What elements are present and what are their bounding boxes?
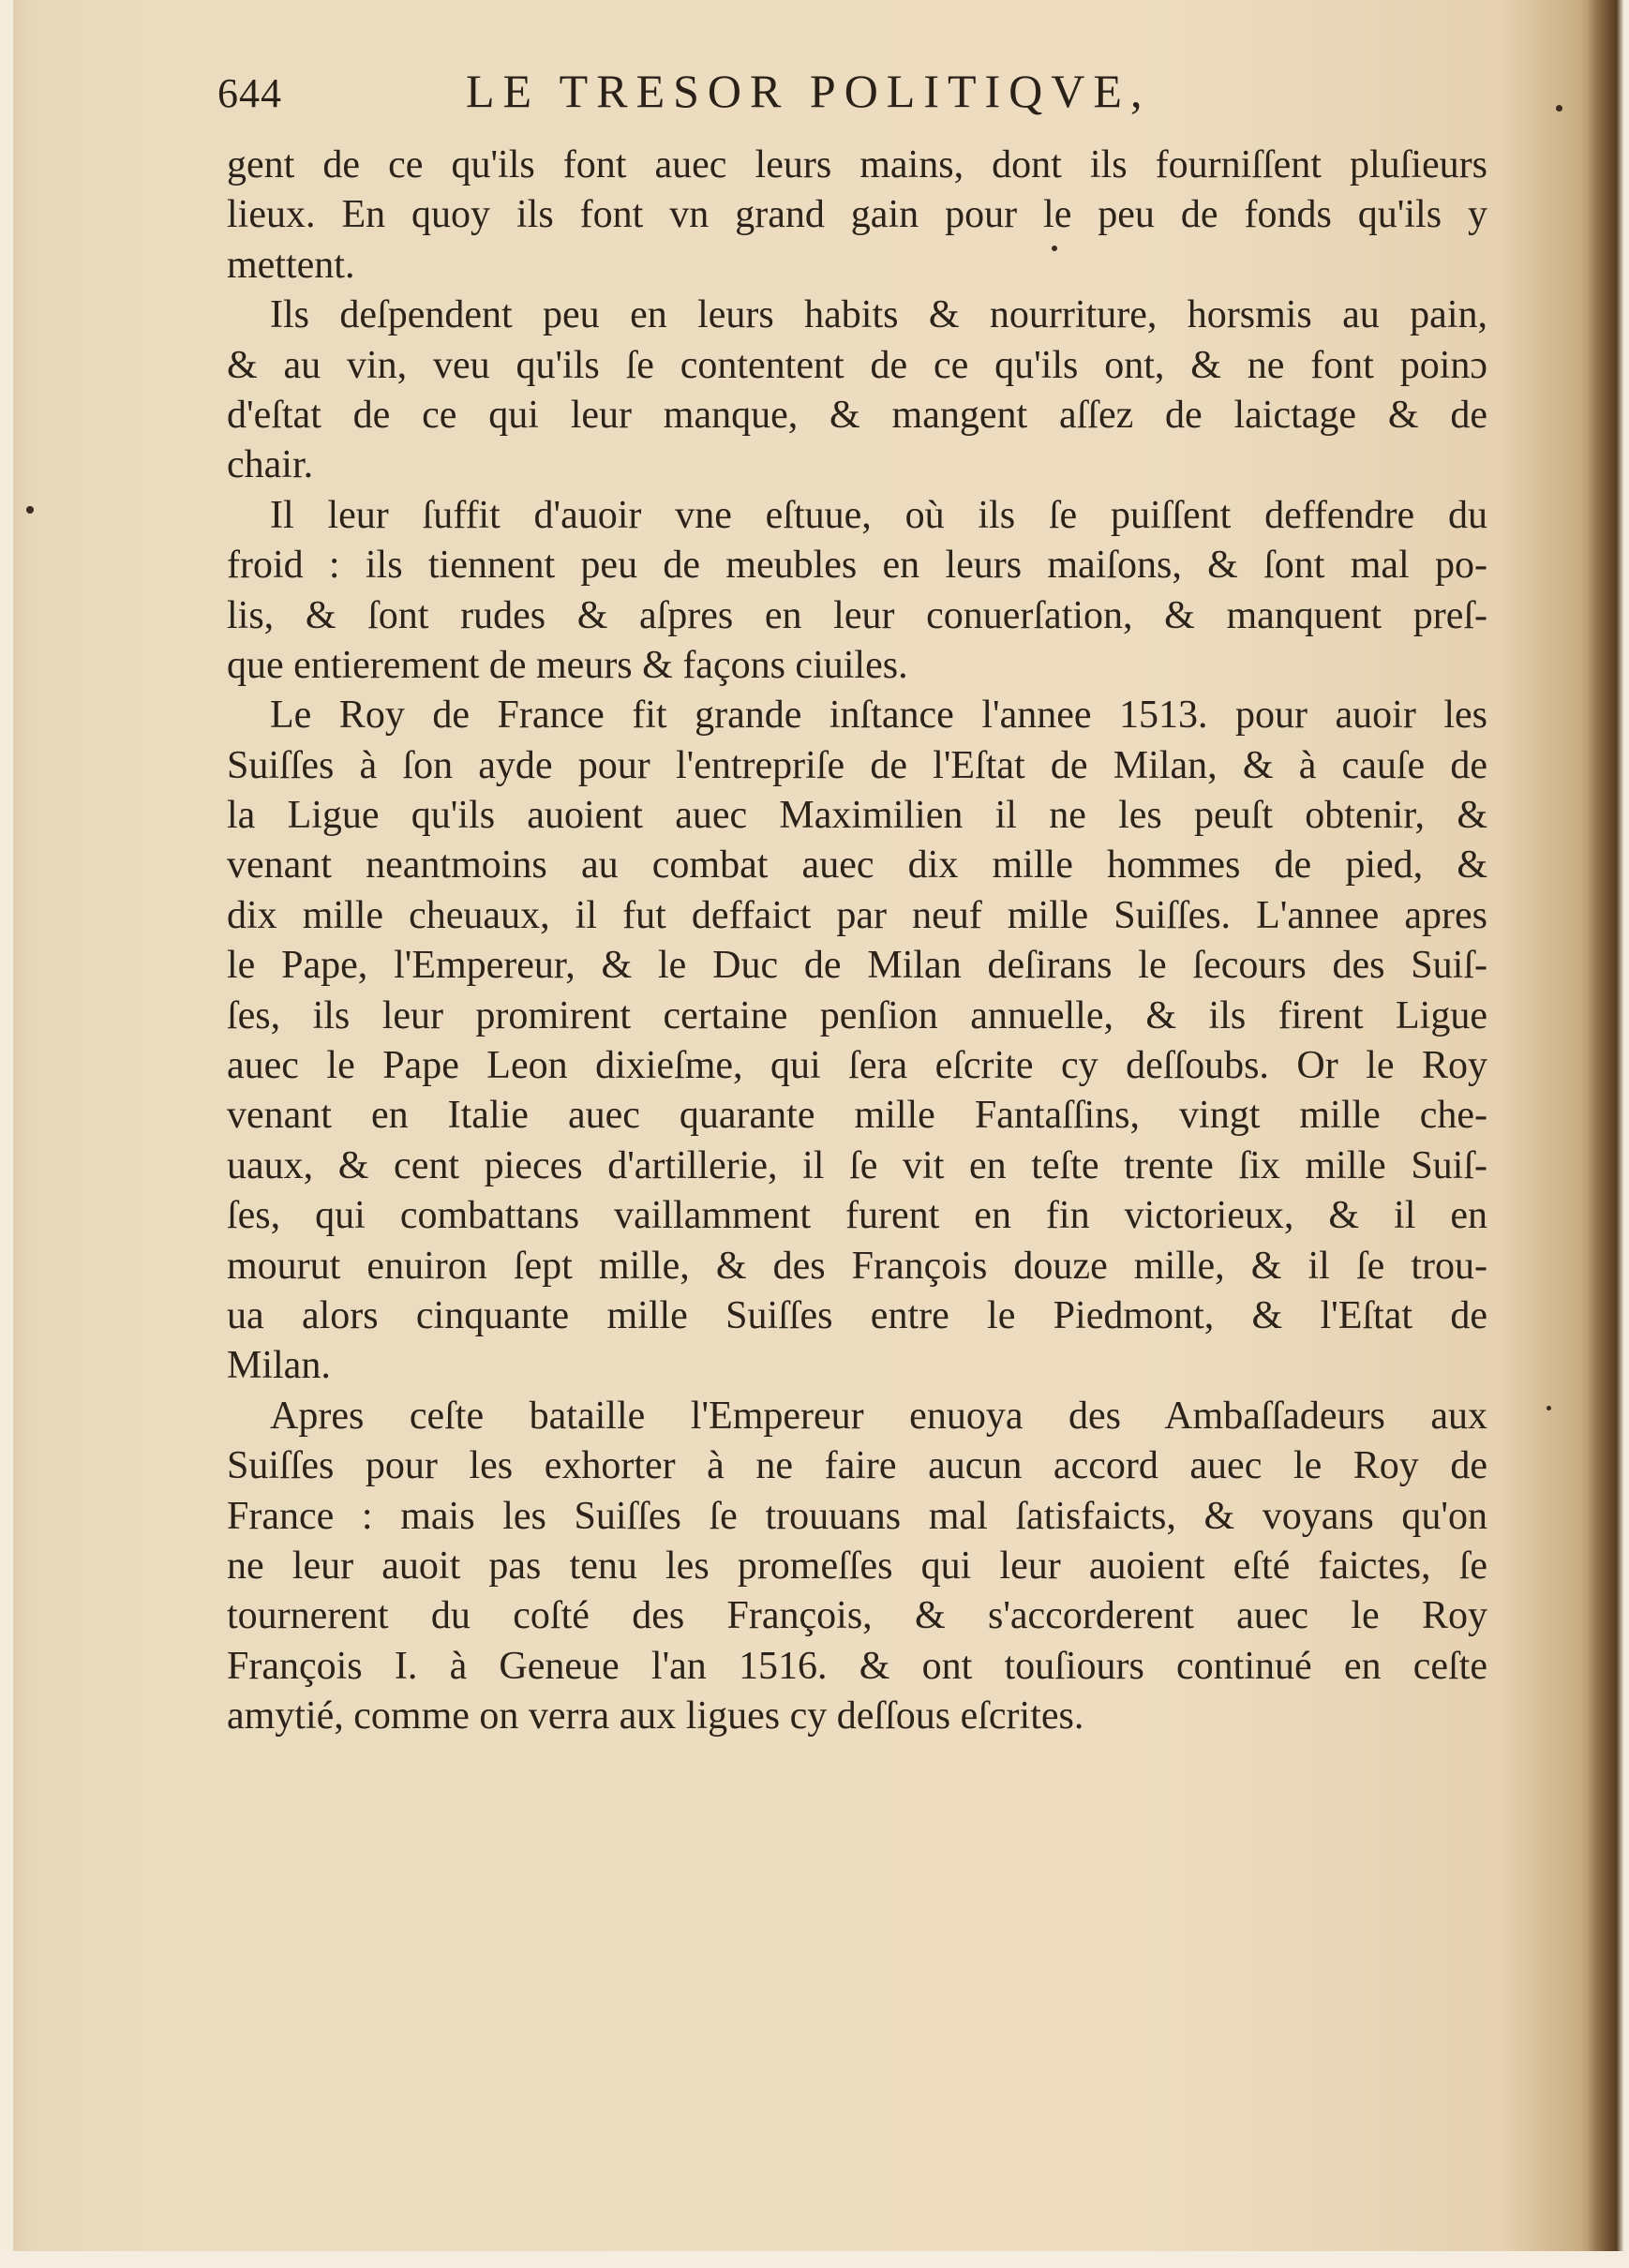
text-line: mettent. [227, 243, 355, 287]
text-line: venant neantmoins au combat auec dix mille hommes de pied, & [227, 843, 1487, 888]
ink-speck [26, 506, 34, 514]
text-line: Apres ceſte bataille l'Empereur enuoya des Ambaſſadeurs aux [270, 1394, 1487, 1438]
text-line: uaux, & cent pieces d'artillerie, il ſe vit en teſte trente ſix mille Suiſ- [227, 1143, 1487, 1187]
page-bottom-margin [0, 2251, 1629, 2268]
text-line: la Ligue qu'ils auoient auec Maximilien il ne les peuſt obtenir, & [227, 794, 1487, 838]
text-line: & au vin, veu qu'ils ſe contentent de ce qu'ils ont, & ne font poinɔ [227, 343, 1487, 387]
page-number: 644 [217, 70, 282, 116]
text-line: Il leur ſuffit d'auoir vne eſtuue, où ils ſe puiſſent deffendre du [270, 493, 1487, 537]
text-line: lis, & ſont rudes & aſpres en leur conuerſation, & manquent preſ- [227, 593, 1487, 637]
text-line: chair. [227, 443, 314, 487]
text-line: France : mais les Suiſſes ſe trouuans mal ſatisfaicts, & voyans qu'on [227, 1494, 1487, 1538]
text-line: que entierement de meurs & façons ciuiles. [227, 643, 908, 687]
text-line: froid : ils tiennent peu de meubles en leurs maiſons, & ſont mal po- [227, 544, 1487, 588]
text-line: dix mille cheuaux, il fut deffaict par neuf mille Suiſſes. L'annee apres [227, 893, 1487, 937]
page-left-margin [0, 0, 13, 2268]
paragraph [227, 691, 1487, 1391]
text-line: le Pape, l'Empereur, & le Duc de Milan deſirans le ſecours des Suiſ- [227, 944, 1487, 988]
body-text [227, 141, 1487, 1742]
text-line: tournerent du coſté des François, & s'accorderent auec le Roy [227, 1594, 1487, 1638]
page-gutter-shadow [1588, 0, 1629, 2268]
text-line: amytié, comme on verra aux ligues cy deſſous eſcrites. [227, 1694, 1084, 1738]
text-line: ua alors cinquante mille Suiſſes entre le Piedmont, & l'Eſtat de [227, 1293, 1487, 1337]
ink-speck [1547, 1406, 1551, 1410]
text-line: Suiſſes à ſon ayde pour l'entrepriſe de l'Eſtat de Milan, & à cauſe de [227, 743, 1487, 787]
text-line: Ils deſpendent peu en leurs habits & nourriture, horsmis au pain, [270, 293, 1487, 337]
paragraph [227, 141, 1487, 291]
paragraph [227, 291, 1487, 491]
text-line: Suiſſes pour les exhorter à ne faire aucun accord auec le Roy de [227, 1444, 1487, 1488]
text-line: d'eſtat de ce qui leur manque, & mangent aſſez de laictage & de [227, 393, 1487, 437]
text-line: venant en Italie auec quarante mille Fantaſſins, vingt mille che- [227, 1094, 1487, 1138]
ink-speck [1556, 105, 1562, 112]
paragraph [227, 491, 1487, 692]
text-line: ne leur auoit pas tenu les promeſſes qui leur auoient eſté faictes, ſe [227, 1544, 1487, 1588]
text-line: mourut enuiron ſept mille, & des François douze mille, & il ſe trou- [227, 1244, 1487, 1288]
text-line: gent de ce qu'ils font auec leurs mains, dont ils fourniſſent pluſieurs [227, 143, 1487, 187]
paragraph [227, 1392, 1487, 1742]
text-line: François I. à Geneue l'an 1516. & ont touſiours continué en ceſte [227, 1644, 1487, 1688]
text-line: auec le Pape Leon dixieſme, qui ſera eſcrite cy deſſoubs. Or le Roy [227, 1044, 1487, 1088]
text-line: ſes, qui combattans vaillamment furent en fin victorieux, & il en [227, 1194, 1487, 1238]
text-line: lieux. En quoy ils font vn grand gain pour le peu de fonds qu'ils y [227, 193, 1487, 237]
text-line: ſes, ils leur promirent certaine penſion annuelle, & ils firent Ligue [227, 993, 1487, 1037]
text-line: Le Roy de France fit grande inſtance l'annee 1513. pour auoir les [270, 694, 1487, 738]
page-header [217, 64, 1530, 129]
text-line: Milan. [227, 1344, 331, 1388]
running-title: LE TRESOR POLITIQVE, [466, 65, 1151, 117]
